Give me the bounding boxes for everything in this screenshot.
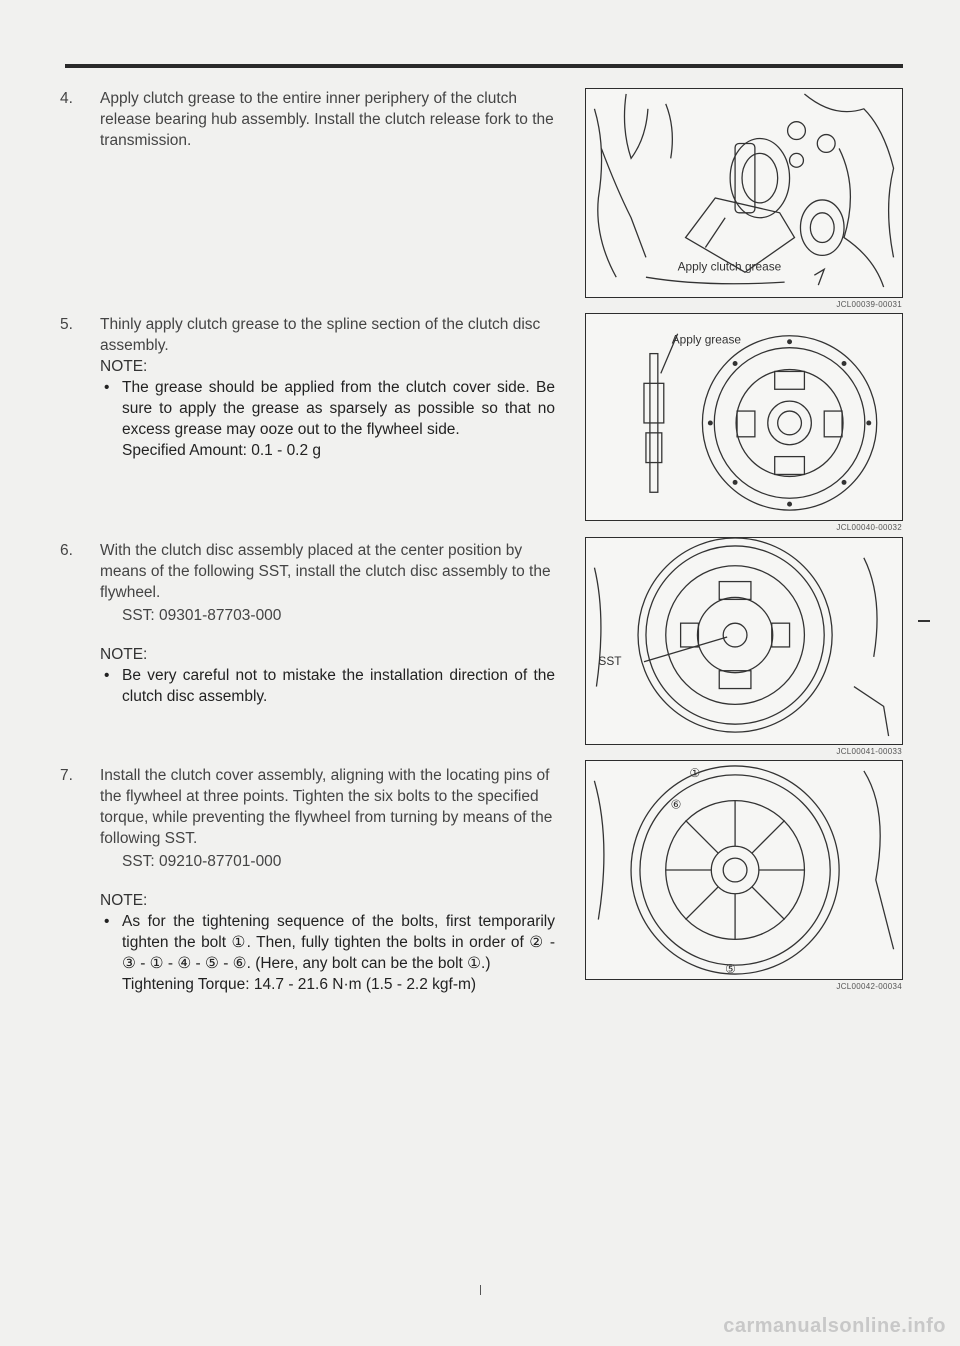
step-number: 4. [60, 90, 73, 107]
step-5 [60, 314, 555, 461]
bolt-label: ⑥ [670, 797, 682, 812]
step-number: 5. [60, 316, 73, 333]
step-number: 6. [60, 542, 73, 559]
bolt-label: ① [689, 765, 701, 780]
step-text: With the clutch disc assembly placed at the center position by means of the following SST, install the clutch disc assembly to the flywheel. [100, 542, 551, 601]
sst-number: SST: 09210-87701-000 [122, 853, 282, 870]
release-bearing-illustration [586, 89, 902, 297]
step-6 [60, 540, 555, 707]
figure-code: JCL00040-00032 [836, 523, 902, 532]
note-bullet: • Be very careful not to mistake the installation direction of the clutch disc assembly. [100, 665, 555, 707]
bolt-label: ⑤ [725, 962, 736, 977]
note-label: NOTE: [100, 892, 148, 909]
figure-label: Apply clutch grease [677, 259, 782, 274]
step-7 [60, 765, 555, 995]
figure-disc-install [585, 537, 903, 745]
figure-clutch-disc [585, 313, 903, 521]
figure-label: SST [598, 653, 622, 668]
clutch-cover-illustration [586, 761, 902, 979]
margin-mark [918, 620, 930, 622]
note-bullet: • The grease should be applied from the clutch cover side. Be sure to apply the grease as sparsely as possible so that no excess grease may ooze out to the flywheel side. [100, 377, 555, 440]
note-bullet: • As for the tightening sequence of the bolts, first temporarily tighten the bolt ①. Then, fully tighten the bolts in order of ② - ③ - ① - ④ - ⑤ - ⑥. (Here, any bolt can be the bolt ①.) [100, 911, 555, 974]
step-text: Thinly apply clutch grease to the spline section of the clutch disc assembly. [100, 316, 541, 354]
header-rule [65, 64, 903, 68]
page-mark [480, 1285, 481, 1295]
sst-number: SST: 09301-87703-000 [122, 607, 282, 624]
spec-value: Tightening Torque: 14.7 - 21.6 N·m (1.5 - 2.2 kgf-m) [122, 976, 477, 993]
note-label: NOTE: [100, 646, 148, 663]
figure-code: JCL00039-00031 [836, 300, 902, 309]
figure-code: JCL00041-00033 [836, 747, 902, 756]
watermark: carmanualsonline.info [723, 1315, 946, 1337]
step-4 [60, 88, 555, 151]
step-text: Apply clutch grease to the entire inner periphery of the clutch release bearing hub assembly. Install the clutch release fork to the transmission. [100, 90, 554, 149]
spec-value: Specified Amount: 0.1 - 0.2 g [122, 442, 322, 459]
figure-release-bearing [585, 88, 903, 298]
figure-clutch-cover [585, 760, 903, 980]
clutch-disc-illustration [586, 314, 902, 520]
step-number: 7. [60, 767, 73, 784]
step-text: Install the clutch cover assembly, aligning with the locating pins of the flywheel at three points. Tighten the six bolts to the specified torque, while preventing the flywheel from turning by means of the following SST. [100, 767, 553, 847]
figure-label: Apply grease [671, 332, 742, 347]
disc-install-illustration [586, 538, 902, 744]
figure-code: JCL00042-00034 [836, 982, 902, 991]
note-label: NOTE: [100, 358, 148, 375]
